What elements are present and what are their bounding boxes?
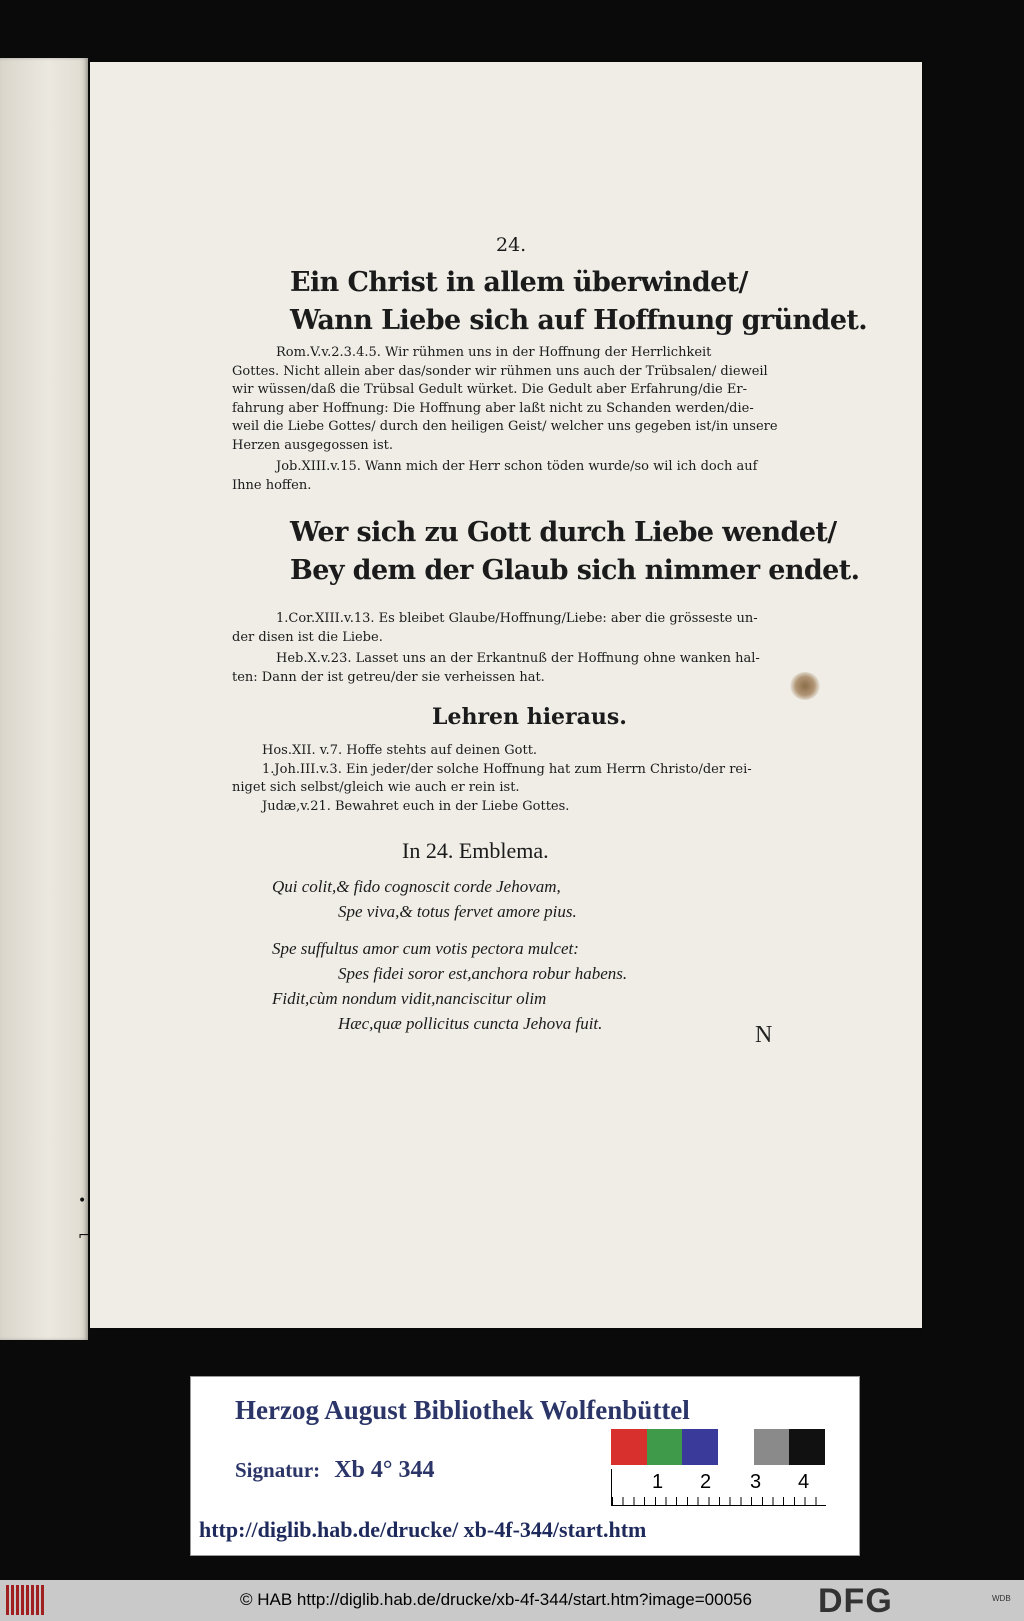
signatur-value: Xb 4° 344 (334, 1457, 435, 1483)
scale-number: 3 (750, 1471, 762, 1493)
signatur (235, 1457, 434, 1484)
text-line: 1.Cor.XIII.v.13. Es bleibet Glaube/Hoffnung/Liebe: aber die grösseste un- (276, 611, 758, 626)
heading-2-line: Wer sich zu Gott durch Liebe wendet/ (290, 517, 837, 548)
paragraph-rom (232, 344, 792, 455)
color-patch (611, 1429, 647, 1465)
ruler-scale (611, 1469, 826, 1506)
emblem-title: In 24. Emblema. (402, 838, 549, 863)
text-line: Gottes. Nicht allein aber das/sonder wir rühmen uns auch der Trübsalen/ dieweil (232, 363, 768, 379)
ink-mark: • (78, 1193, 87, 1209)
emblem-poem (272, 874, 627, 1036)
poem-line: Spes fidei soror est,anchora robur habens. (338, 964, 628, 983)
text-line: wir wüssen/daß die Trübsal Gedult würket. Die Gedult aber Erfahrung/die Er- (232, 382, 747, 397)
color-patch (718, 1429, 754, 1465)
footer-small-text: WDB (992, 1594, 1011, 1603)
ink-mark: ⌐ (78, 1228, 90, 1244)
text-line: Judæ,v.21. Bewahret euch in der Liebe Gottes. (262, 798, 570, 814)
text-line: Heb.X.v.23. Lasset uns an der Erkantnuß der Hoffnung ohne wanken hal- (276, 651, 760, 666)
copyright-text: © HAB http://diglib.hab.de/drucke/xb-4f-344/start.htm?image=00056 (240, 1590, 752, 1609)
color-patch (647, 1429, 683, 1465)
facing-page-edge (0, 58, 88, 1340)
heading-1-line: Wann Liebe sich auf Hoffnung gründet. (290, 305, 868, 336)
heading-2 (290, 514, 860, 590)
poem-line: Hæc,quæ pollicitus cuncta Jehova fuit. (338, 1014, 603, 1033)
page-number: 24. (496, 234, 527, 256)
poem-line: Fidit,cùm nondum vidit,nanciscitur olim (272, 989, 547, 1008)
color-patch (754, 1429, 790, 1465)
barcode-icon (6, 1585, 46, 1615)
page-stain (790, 672, 820, 700)
scale-number: 1 (652, 1471, 664, 1493)
text-line: Hos.XII. v.7. Hoffe stehts auf deinen Gott. (262, 743, 538, 758)
color-patch (682, 1429, 718, 1465)
signature-mark: N (755, 1022, 773, 1048)
label-url: http://diglib.hab.de/drucke/ xb-4f-344/start.htm (199, 1517, 647, 1542)
lehren-list (232, 742, 792, 816)
text-line: Rom.V.v.2.3.4.5. Wir rühmen uns in der Hoffnung der Herrlichkeit (276, 345, 712, 360)
text-line: 1.Joh.III.v.3. Ein jeder/der solche Hoffnung hat zum Herrn Christo/der rei- (262, 761, 752, 777)
paragraph-heb (232, 650, 792, 687)
text-line: der disen ist die Liebe. (232, 629, 383, 645)
paragraph-job (232, 458, 792, 495)
lehren-heading: Lehren hieraus. (432, 704, 627, 730)
text-line: weil die Liebe Gottes/ durch den heiligen Geist/ welcher uns gegeben ist/in unsere (232, 419, 778, 434)
text-line: Job.XIII.v.15. Wann mich der Herr schon töden wurde/so wil ich doch auf (276, 459, 758, 474)
text-line: fahrung aber Hoffnung: Die Hoffnung aber laßt nicht zu Schanden werden/die- (232, 400, 754, 416)
heading-1-line: Ein Christ in allem überwindet/ (290, 267, 748, 298)
scale-number: 4 (798, 1471, 810, 1493)
dfg-logo: DFG (818, 1582, 893, 1620)
text-line: niget sich selbst/gleich wie auch er rein ist. (232, 780, 520, 795)
text-line: Ihne hoffen. (232, 477, 312, 493)
heading-2-line: Bey dem der Glaub sich nimmer endet. (290, 555, 860, 586)
library-label (190, 1376, 860, 1556)
library-name: Herzog August Bibliothek Wolfenbüttel (235, 1395, 690, 1425)
color-patch (789, 1429, 825, 1465)
footer-bar (0, 1580, 1024, 1621)
poem-line: Spe viva,& totus fervet amore pius. (338, 902, 577, 921)
poem-line: Qui colit,& fido cognoscit corde Jehovam, (272, 877, 561, 896)
color-calibration-bar (611, 1429, 825, 1465)
scale-number: 2 (700, 1471, 712, 1493)
poem-line: Spe suffultus amor cum votis pectora mulcet: (272, 939, 579, 958)
paragraph-cor (232, 610, 792, 647)
heading-1 (290, 264, 868, 340)
signatur-label: Signatur: (235, 1458, 321, 1482)
text-line: Herzen ausgegossen ist. (232, 437, 393, 453)
text-line: ten: Dann der ist getreu/der sie verheissen hat. (232, 669, 545, 685)
